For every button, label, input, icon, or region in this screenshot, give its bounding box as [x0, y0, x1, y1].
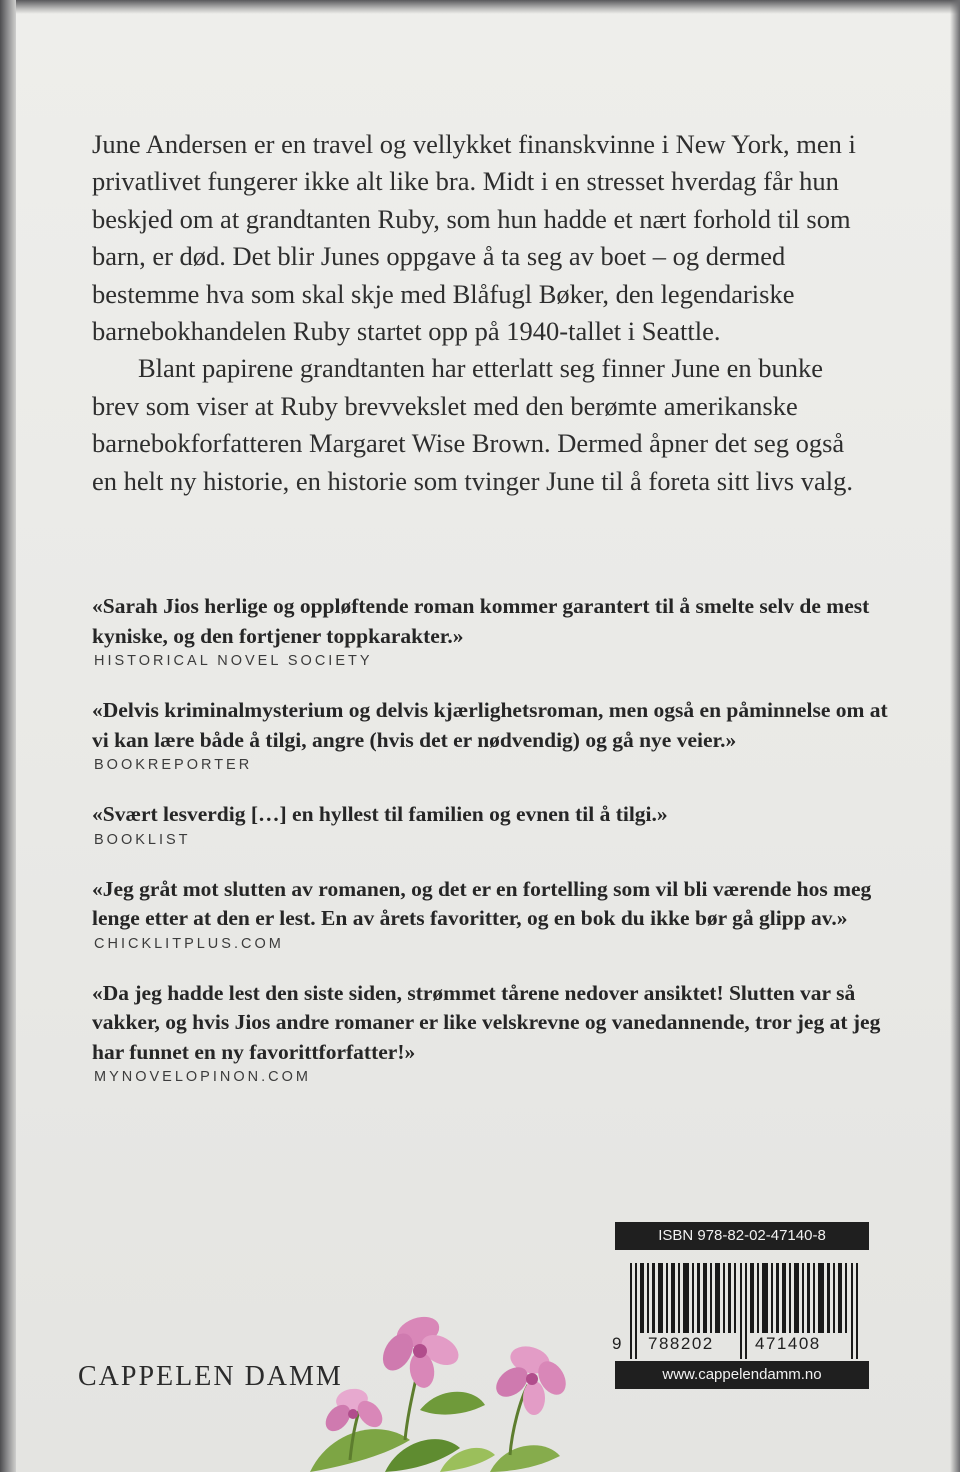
flower-illustration-icon	[290, 1290, 610, 1472]
barcode-digit-group-2: 471408	[755, 1334, 821, 1353]
cover-top-edge	[0, 0, 960, 14]
synopsis	[92, 126, 872, 500]
review-quote-text: «Sarah Jios herlige og oppløftende roman kommer garantert til å smelte selv de mest kyniske, og den fortjener toppkarakter.»	[92, 594, 870, 648]
barcode-digit-group-1: 788202	[648, 1334, 714, 1353]
review-quote-text: «Jeg gråt mot slutten av romanen, og det er en fortelling som vil bli værende hos meg lenge etter at den er lest. En av årets favoritter, og en bok du ikke bør gå glipp av.»	[92, 876, 872, 930]
cover-right-edge	[950, 0, 960, 1472]
synopsis-paragraph-1: June Andersen er en travel og vellykket finanskvinne i New York, men i privatlivet fungerer ikke alt like bra. Midt i en stresset hverdag får hun beskjed om at grandtanten Ruby, som hun hadde et nært forhold til som barn, er død. Det blir Junes oppgave å ta seg av boet – og dermed bestemme hva som skal skje med Blåfugl Bøker, den legendariske barnebokhandelen Ruby startet opp på 1940-tallet i Seattle.	[92, 129, 856, 347]
review-quote	[92, 592, 892, 669]
barcode-first-digit: 9	[612, 1334, 622, 1353]
review-quote-source: BOOKREPORTER	[94, 757, 253, 773]
review-quote	[92, 979, 892, 1086]
isbn-label: ISBN 978-82-02-47140-8	[615, 1222, 869, 1250]
review-quote	[92, 696, 892, 773]
review-quote-text: «Svært lesverdig […] en hyllest til familien og evnen til å tilgi.»	[92, 802, 668, 826]
publisher-logo: CAPPELEN DAMM	[78, 1361, 343, 1392]
cover-spine-edge	[0, 0, 16, 1472]
review-quote	[92, 800, 892, 848]
review-quote-source: BOOKLIST	[94, 831, 191, 848]
flower-icon	[377, 1311, 464, 1389]
review-quote	[92, 875, 892, 952]
review-quote-source: HISTORICAL NOVEL SOCIETY	[94, 653, 373, 669]
review-quotes	[92, 592, 892, 1112]
review-quote-text: «Da jeg hadde lest den siste siden, strømmet tårene nedover ansiktet! Slutten var så vakker, og hvis Jios andre romaner er like velskrevne og vanedannende, tror jeg at jeg har funnet en ny favorittforfatter!»	[92, 980, 881, 1064]
barcode-digits	[612, 1334, 870, 1360]
flower-icon	[490, 1342, 571, 1415]
publisher-website: www.cappelendamm.no	[615, 1361, 869, 1389]
review-quote-source: MYNOVELOPINON.COM	[94, 1069, 311, 1085]
review-quote-text: «Delvis kriminalmysterium og delvis kjærlighetsroman, men også en påminnelse om at vi kan lære både å tilgi, angre (hvis det er nødvendig) og gå nye veier.»	[92, 698, 888, 752]
review-quote-source: CHICKLITPLUS.COM	[94, 935, 284, 952]
synopsis-paragraph-2: Blant papirene grandtanten har etterlatt seg finner June en bunke brev som viser at Ruby brevvekslet med den berømte amerikanske barnebokforfatteren Margaret Wise Brown. Dermed åpner det seg også en helt ny historie, en historie som tvinger June til å foreta sitt livs valg.	[92, 353, 853, 496]
